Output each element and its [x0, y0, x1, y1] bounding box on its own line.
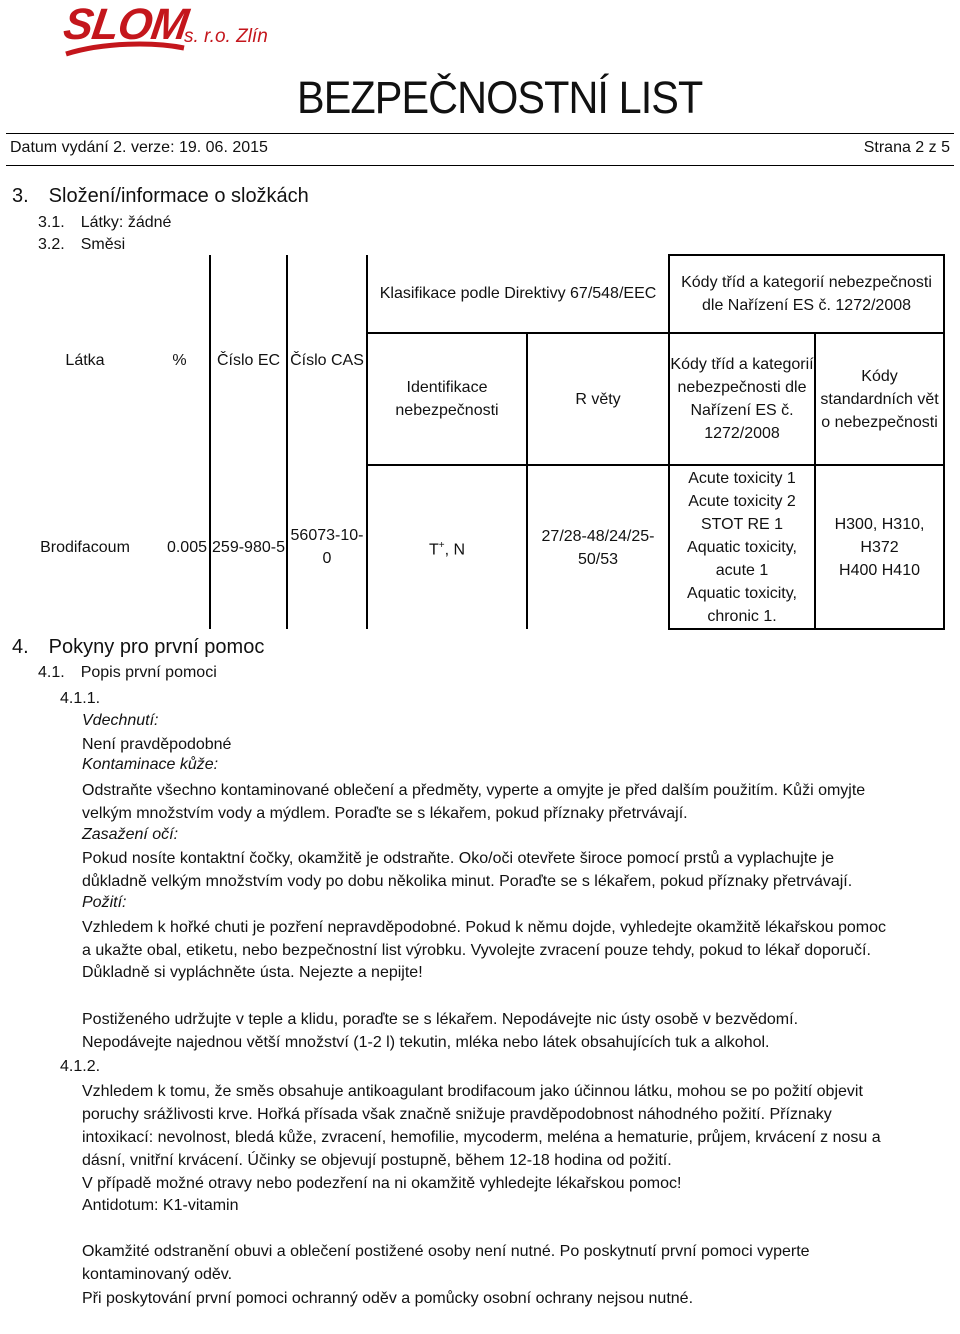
symptoms-line: Vzhledem k tomu, že směs obsahuje antikoagulant brodifacoum jako účinnou látku, mohou se po požití objevit	[82, 1083, 863, 1100]
cell-ec: 259-980-5	[210, 465, 287, 629]
logo-swoosh-icon	[64, 40, 264, 58]
th-cas: Číslo CAS	[287, 255, 367, 465]
th-substance: Látka	[65, 351, 105, 369]
inhalation-label: Vdechnutí:	[82, 712, 159, 729]
eye-line: Pokud nosíte kontaktní čočky, okamžitě je odstraňte. Oko/oči otevřete široce pomocí prstů a vyplachujte je	[82, 850, 835, 867]
class-line: Acute toxicity 2	[688, 492, 796, 510]
final-line: Okamžité odstranění obuvi a oblečení postižené osoby není nutné. Po poskytnutí první pomoci vyperte	[82, 1243, 810, 1260]
section-4-1-2: 4.1.2.	[60, 1058, 101, 1075]
cell-cas: 56073-10-0	[287, 465, 367, 629]
logo-suffix: s. r.o. Zlín	[184, 26, 268, 47]
cell-percent: 0.005	[166, 538, 207, 556]
section-4-1-1: 4.1.1.	[60, 690, 101, 707]
section-4-1: 4.1. Popis první pomoci	[38, 664, 217, 681]
hazard-symbol-rest: , N	[444, 541, 466, 559]
th-r-phrases: R věty	[527, 333, 669, 465]
th-hazard-classes: Kódy tříd a kategorií nebezpečnosti dle Nařízení ES č. 1272/2008	[669, 333, 815, 465]
class-line: chronic 1.	[707, 607, 777, 625]
section-3-1: 3.1. Látky: žádné	[38, 214, 172, 231]
th-clp-group: Kódy tříd a kategorií nebezpečnosti dle Nařízení ES č. 1272/2008	[669, 255, 944, 333]
cell-substance: Brodifacoum	[40, 538, 130, 556]
th-percent: %	[172, 351, 187, 369]
hazard-symbol-sup: +	[438, 539, 445, 551]
class-line: Acute toxicity 1	[688, 469, 796, 487]
antidote-line: Antidotum: K1-vitamin	[82, 1197, 239, 1214]
section-4-heading: 4. Pokyny pro první pomoc	[12, 636, 265, 658]
h-code-line: H372	[860, 538, 899, 556]
symptoms-line: dásní, vnitřní krvácení. Účinky se objevují postupně, během 12-18 hodina od požití.	[82, 1152, 672, 1169]
table-row	[20, 465, 944, 629]
final-line: kontaminovaný oděv.	[82, 1266, 233, 1283]
class-line: Aquatic toxicity,	[687, 584, 797, 602]
cell-hazard-id	[367, 465, 527, 629]
victim-line: Nepodávejte najednou větší množství (1-2 l) tekutin, mléka nebo látek obsahujících tuk a alkohol.	[82, 1034, 770, 1051]
page-number: Strana 2 z 5	[863, 139, 950, 156]
cell-h-codes	[815, 465, 944, 629]
hazard-symbol: T	[428, 541, 439, 559]
skin-label: Kontaminace kůže:	[82, 756, 219, 773]
inhalation-text: Není pravděpodobné	[82, 736, 232, 753]
th-hazard-id: Identifikace nebezpečnosti	[367, 333, 527, 465]
th-ec: Číslo EC	[210, 255, 287, 465]
th-h-codes: Kódy standardních vět o nebezpečnosti	[815, 333, 944, 465]
cell-hazard-classes	[669, 465, 815, 629]
page-header	[6, 133, 954, 166]
section-3-heading: 3. Složení/informace o složkách	[12, 185, 309, 207]
class-line: acute 1	[715, 561, 769, 579]
h-code-line: H300, H310,	[834, 515, 925, 533]
section-3-2: 3.2. Směsi	[38, 236, 126, 253]
class-line: Aquatic toxicity,	[687, 538, 797, 556]
document-title: BEZPEČNOSTNÍ LIST	[297, 72, 703, 123]
eye-line: důkladně velkým množstvím vody po dobu několika minut. Poraďte se s lékařem, pokud příznaky přetrvávají.	[82, 873, 853, 890]
symptoms-line: intoxikací: nevolnost, bledá kůže, zvracení, hemofilie, mycoderm, meléna a hematurie, průjem, krvácení z nosu a	[82, 1129, 881, 1146]
final-line: Při poskytování první pomoci ochranný oděv a pomůcky osobní ochrany nejsou nutné.	[82, 1290, 694, 1307]
symptoms-line: poruchy srážlivosti krve. Hořká přísada však značně snižuje pravděpodobnost náhodného požití. Příznaky	[82, 1106, 832, 1123]
ingestion-line: Vzhledem k hořké chuti je pozření nepravděpodobné. Pokud k němu dojde, vyhledejte okamžitě lékařskou pomoc	[82, 919, 887, 936]
logo-text: SLOM	[60, 0, 191, 49]
ingestion-line: a ukažte obal, etiketu, nebo bezpečnostní list výrobku. Vyvolejte zvracení pouze tehdy, pokud to lékař doporučí.	[82, 942, 871, 959]
ingestion-line: Důkladně si vypláchněte ústa. Nejezte a nepijte!	[82, 964, 423, 981]
class-line: STOT RE 1	[700, 515, 784, 533]
victim-line: Postiženého udržujte v teple a klidu, poraďte se s lékařem. Nepodávejte nic ústy osobě v bezvědomí.	[82, 1011, 799, 1028]
skin-line: Odstraňte všechno kontaminované oblečení a předměty, vyperte a omyjte je před dalším použitím. Kůži omyjte	[82, 782, 866, 799]
cell-r-phrases: 27/28-48/24/25-50/53	[527, 465, 669, 629]
h-code-line: H400 H410	[839, 561, 920, 579]
company-logo	[60, 0, 284, 54]
composition-table	[20, 254, 945, 630]
eye-label: Zasažení očí:	[82, 826, 179, 843]
th-directive-group: Klasifikace podle Direktivy 67/548/EEC	[367, 255, 669, 333]
ingestion-label: Požití:	[82, 894, 127, 911]
skin-line: velkým množstvím vody a mýdlem. Poraďte se s lékařem, pokud příznaky přetrvávají.	[82, 805, 688, 822]
symptoms-line: V případě možné otravy nebo podezření na ni okamžitě vyhledejte lékařskou pomoc!	[82, 1175, 682, 1192]
issue-date: Datum vydání 2. verze: 19. 06. 2015	[10, 139, 268, 156]
